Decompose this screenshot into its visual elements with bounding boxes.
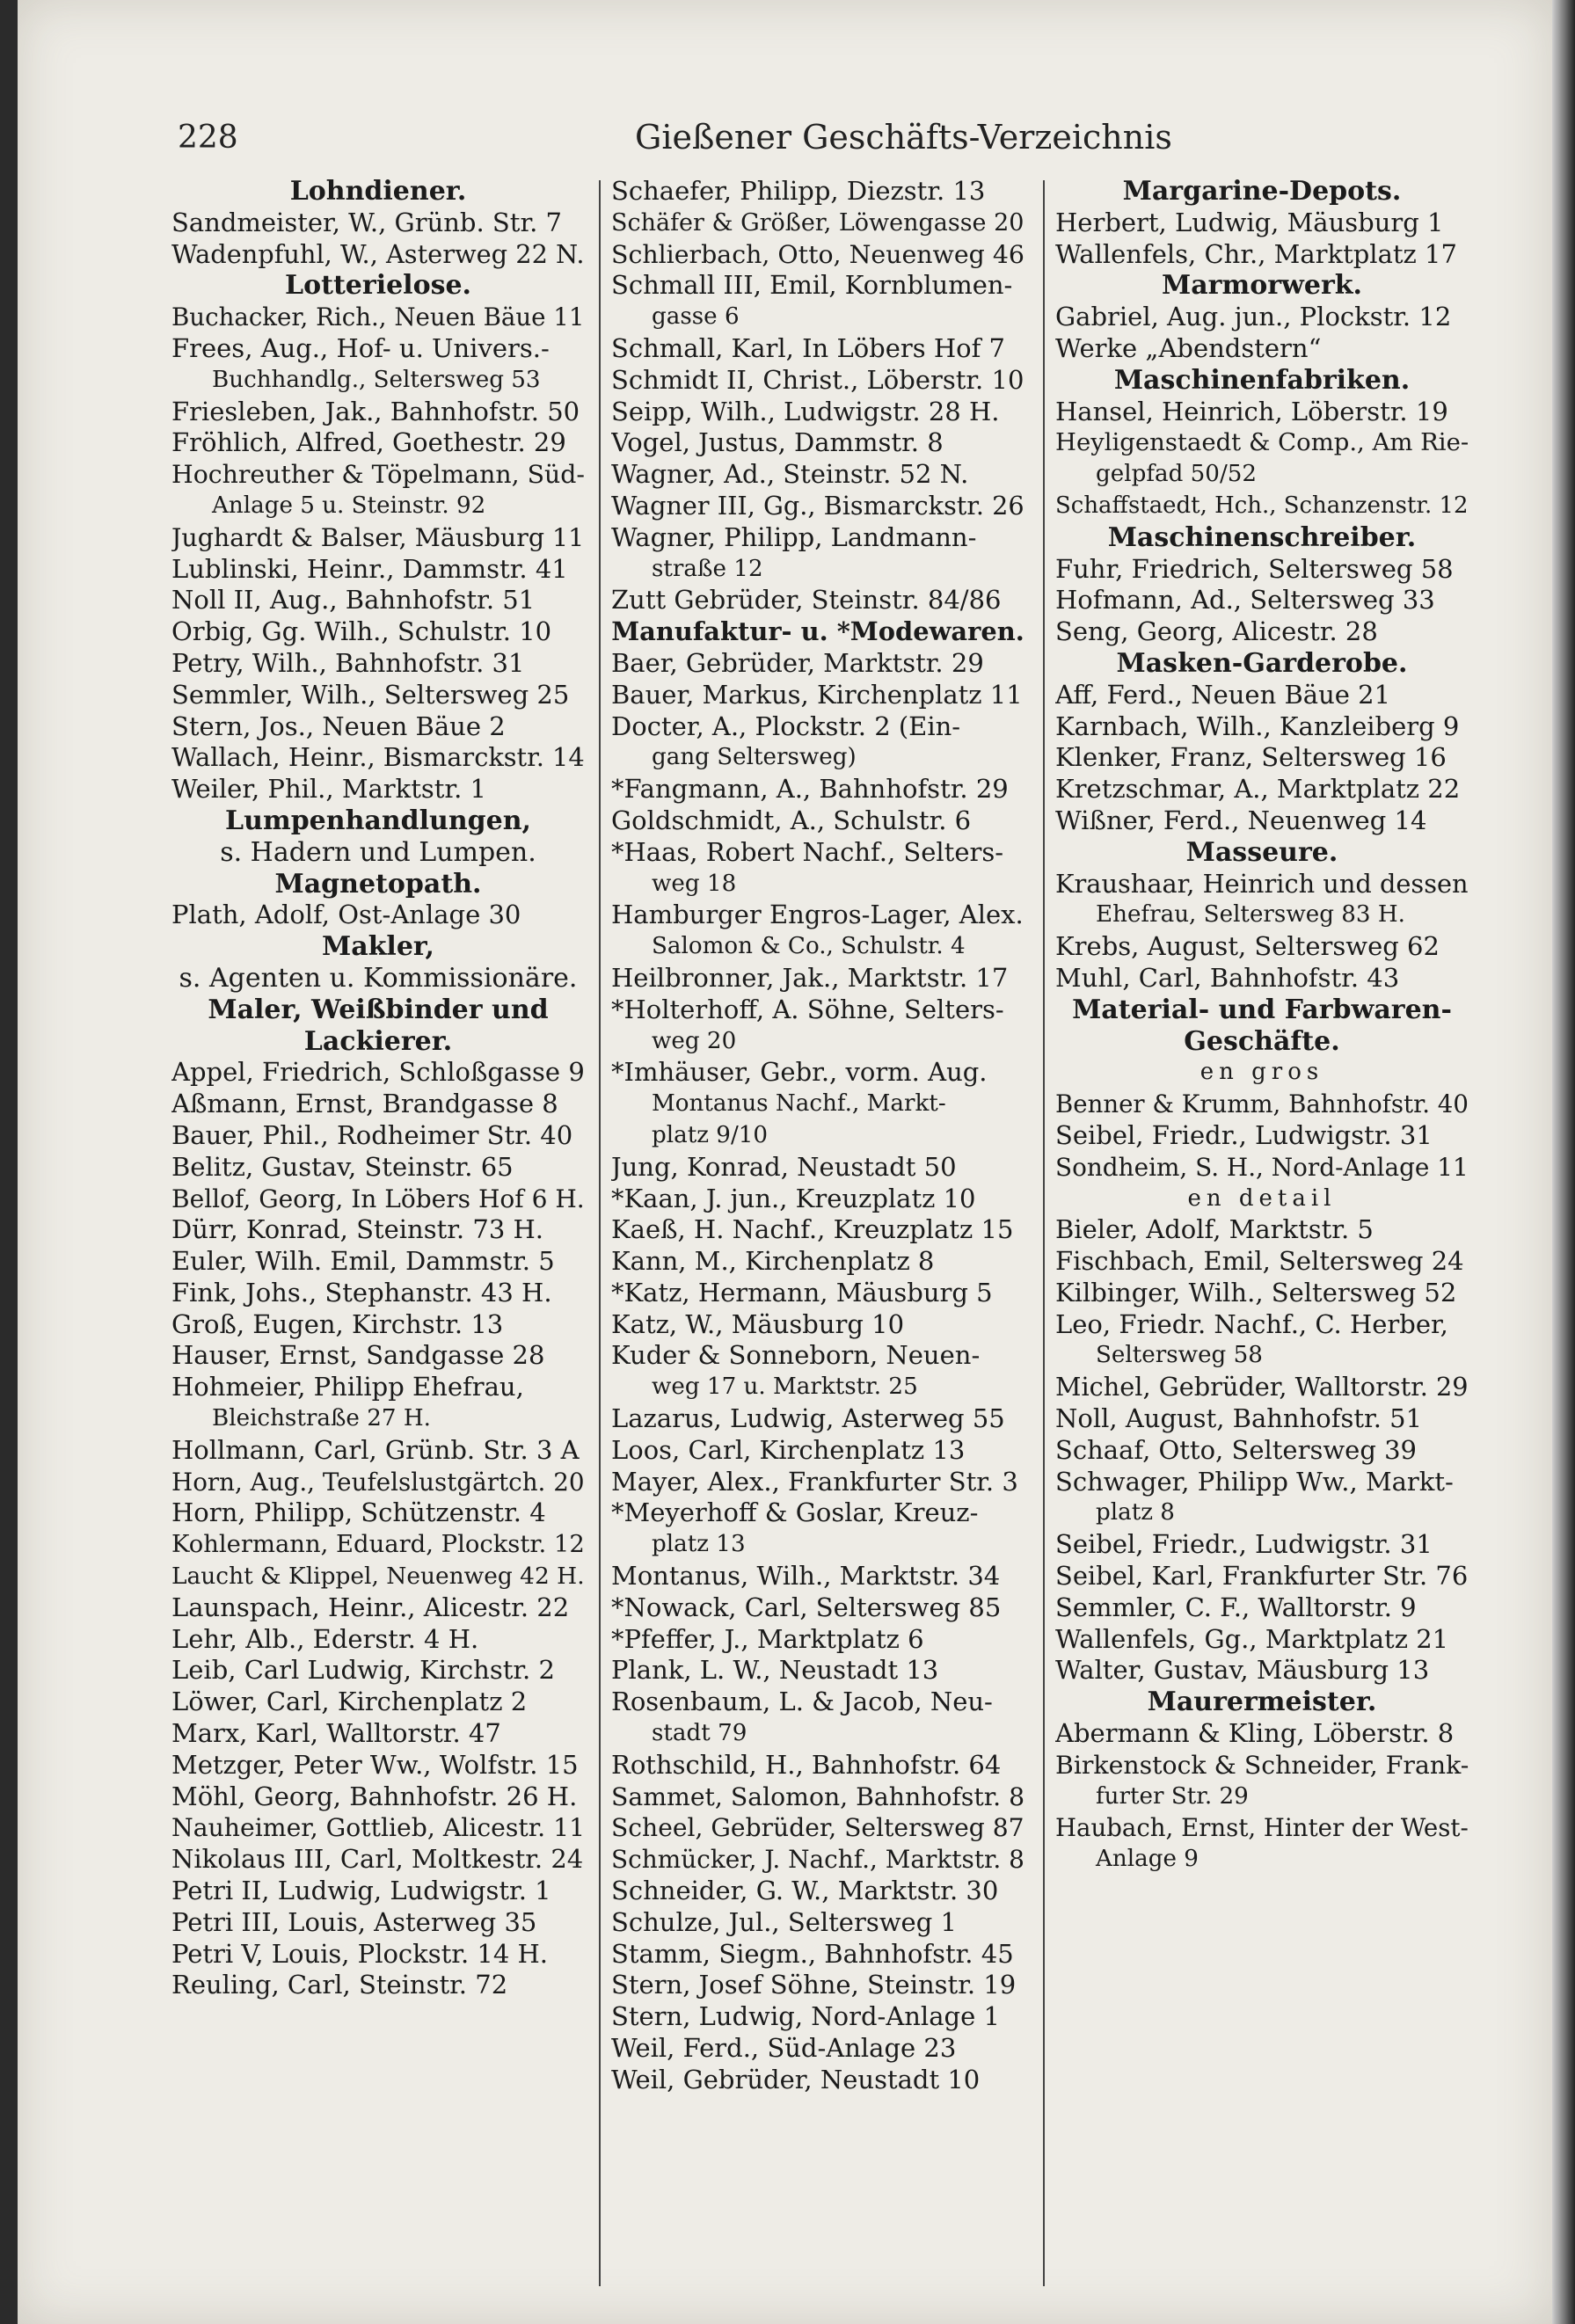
listing-line: Rothschild, H., Bahnhofstr. 64 <box>611 1749 1002 1780</box>
section-heading: Marmorwerk. <box>1162 270 1362 302</box>
listing-line: *Imhäuser, Gebr., vorm. Aug. <box>611 1057 988 1088</box>
cross-reference: s. Agenten u. Kommissionäre. <box>179 962 578 994</box>
listing-line: Schmidt II, Christ., Löberstr. 10 <box>611 364 1024 395</box>
listing-line: Kraushaar, Heinrich und dessen <box>1055 868 1469 899</box>
listing-line: Kaeß, H. Nachf., Kreuzplatz 15 <box>611 1214 1014 1245</box>
listing-line: Muhl, Carl, Bahnhofstr. 43 <box>1055 962 1400 993</box>
listing-line: Stamm, Siegm., Bahnhofstr. 45 <box>611 1938 1014 1969</box>
listing-continuation: platz 13 <box>652 1531 746 1558</box>
listing-continuation: straße 12 <box>652 555 763 582</box>
listing-line: Hauser, Ernst, Sandgasse 28 <box>171 1340 545 1371</box>
section-heading: Lackierer. <box>303 1025 453 1057</box>
listing-line: Schaefer, Philipp, Diezstr. 13 <box>611 176 986 206</box>
listing-line: Schulze, Jul., Seltersweg 1 <box>611 1906 957 1937</box>
listing-continuation: gang Seltersweg) <box>652 744 857 771</box>
listing-line: Sondheim, S. H., Nord-Anlage 11 <box>1055 1152 1469 1182</box>
section-heading: Lotterielose. <box>284 270 472 302</box>
section-heading: Material- und Farbwaren- <box>1072 994 1452 1025</box>
page-number: 228 <box>178 120 238 156</box>
listing-line: Weil, Ferd., Süd-Anlage 23 <box>611 2033 957 2064</box>
listing-line: Mayer, Alex., Frankfurter Str. 3 <box>611 1466 1018 1497</box>
listing-line: Goldschmidt, A., Schulstr. 6 <box>611 805 972 835</box>
listing-line: Fuhr, Friedrich, Seltersweg 58 <box>1055 553 1454 584</box>
listing-continuation: Anlage 9 <box>1096 1846 1199 1873</box>
listing-line: Kuder & Sonneborn, Neuen- <box>611 1340 981 1371</box>
listing-line: Bauer, Markus, Kirchenplatz 11 <box>611 679 1023 710</box>
listing-line: Laucht & Klippel, Neuenweg 42 H. <box>171 1563 585 1591</box>
listing-line: Petri III, Louis, Asterweg 35 <box>171 1906 537 1937</box>
listing-line: Scheel, Gebrüder, Seltersweg 87 <box>611 1813 1024 1843</box>
cross-reference: s. Hadern und Lumpen. <box>220 836 536 868</box>
listing-line: Horn, Aug., Teufelslustgärtch. 20 <box>171 1467 585 1497</box>
listing-line: Jughardt & Balser, Mäusburg 11 <box>171 522 585 552</box>
listing-line: Kann, M., Kirchenplatz 8 <box>611 1246 935 1277</box>
listing-line: Baer, Gebrüder, Marktstr. 29 <box>611 647 984 678</box>
listing-continuation: platz 9/10 <box>652 1121 769 1148</box>
listing-line: Schaffstaedt, Hch., Schanzenstr. 12 <box>1055 492 1469 519</box>
listing-continuation: Buchhandlg., Seltersweg 53 <box>212 366 541 393</box>
listing-line: Lehr, Alb., Ederstr. 4 H. <box>171 1623 479 1654</box>
listing-line: Walter, Gustav, Mäusburg 13 <box>1055 1655 1430 1686</box>
listing-line: Petri II, Ludwig, Ludwigstr. 1 <box>171 1876 551 1906</box>
listing-line: Plank, L. W., Neustadt 13 <box>611 1655 939 1686</box>
listing-line: Fink, Johs., Stephanstr. 43 H. <box>171 1277 552 1308</box>
listing-line: Metzger, Peter Ww., Wolfstr. 15 <box>171 1749 579 1780</box>
listing-line: Petri V, Louis, Plockstr. 14 H. <box>171 1938 549 1969</box>
listing-line: Schmücker, J. Nachf., Marktstr. 8 <box>611 1845 1024 1875</box>
listing-line: Stern, Josef Söhne, Steinstr. 19 <box>611 1970 1017 2000</box>
directory-column-1 <box>171 176 585 2295</box>
listing-line: Wagner, Ad., Steinstr. 52 N. <box>611 459 969 490</box>
section-heading: Lohndiener. <box>289 176 467 207</box>
listing-line: *Haas, Robert Nachf., Selters- <box>611 836 1004 867</box>
listing-line: Horn, Philipp, Schützenstr. 4 <box>171 1497 546 1528</box>
listing-line: Schäfer & Größer, Löwengasse 20 <box>611 208 1024 237</box>
listing-line: Aßmann, Ernst, Brandgasse 8 <box>171 1089 558 1119</box>
listing-line: Noll II, Aug., Bahnhofstr. 51 <box>171 585 536 616</box>
directory-column-2 <box>611 176 1024 2295</box>
listing-line: Schlierbach, Otto, Neuenweg 46 <box>611 239 1024 269</box>
listing-line: Klenker, Franz, Seltersweg 16 <box>1055 742 1447 773</box>
section-heading: Manufaktur- u. *Modewaren. <box>611 616 1024 647</box>
listing-line: Plath, Adolf, Ost-Anlage 30 <box>171 900 521 930</box>
listing-line: Groß, Eugen, Kirchstr. 13 <box>171 1308 504 1339</box>
listing-line: Stern, Jos., Neuen Bäue 2 <box>171 710 506 741</box>
listing-line: Dürr, Konrad, Steinstr. 73 H. <box>171 1214 543 1245</box>
section-heading: Maurermeister. <box>1147 1687 1377 1718</box>
listing-line: Sammet, Salomon, Bahnhofstr. 8 <box>611 1781 1024 1811</box>
listing-line: Möhl, Georg, Bahnhofstr. 26 H. <box>171 1781 578 1811</box>
listing-line: *Pfeffer, J., Marktplatz 6 <box>611 1623 924 1654</box>
listing-line: Krebs, August, Seltersweg 62 <box>1055 931 1440 962</box>
listing-line: Schmall, Karl, In Löbers Hof 7 <box>611 332 1005 363</box>
listing-line: Abermann & Kling, Löberstr. 8 <box>1055 1718 1455 1749</box>
listing-line: Wagner III, Gg., Bismarckstr. 26 <box>611 490 1024 521</box>
listing-line: *Nowack, Carl, Seltersweg 85 <box>611 1592 1002 1622</box>
listing-line: Zutt Gebrüder, Steinstr. 84/86 <box>611 585 1002 616</box>
listing-line: Orbig, Gg. Wilh., Schulstr. 10 <box>171 616 552 647</box>
listing-line: Marx, Karl, Walltorstr. 47 <box>171 1718 501 1749</box>
listing-line: Bellof, Georg, In Löbers Hof 6 H. <box>171 1184 585 1213</box>
section-heading: Geschäfte. <box>1184 1025 1340 1057</box>
section-heading: Masken-Garderobe. <box>1116 647 1408 679</box>
listing-continuation: weg 20 <box>652 1027 737 1054</box>
listing-line: Kretzschmar, A., Marktplatz 22 <box>1055 774 1461 805</box>
listing-line: Buchacker, Rich., Neuen Bäue 11 <box>171 302 585 332</box>
book-binding-edge <box>1552 0 1575 2324</box>
listing-line: Launspach, Heinr., Alicestr. 22 <box>171 1592 570 1622</box>
listing-line: Herbert, Ludwig, Mäusburg 1 <box>1055 207 1444 237</box>
listing-line: *Katz, Hermann, Mäusburg 5 <box>611 1277 993 1308</box>
listing-line: Schmall III, Emil, Kornblumen- <box>611 270 1013 301</box>
listing-line: Leo, Friedr. Nachf., C. Herber, <box>1055 1308 1448 1339</box>
listing-line: Petry, Wilh., Bahnhofstr. 31 <box>171 647 525 678</box>
listing-line: Fischbach, Emil, Seltersweg 24 <box>1055 1246 1464 1277</box>
listing-line: Kohlermann, Eduard, Plockstr. 12 <box>171 1531 585 1559</box>
listing-line: Seibel, Karl, Frankfurter Str. 76 <box>1055 1561 1469 1592</box>
column-divider-1 <box>599 180 601 2286</box>
listing-line: Noll, August, Bahnhofstr. 51 <box>1055 1403 1423 1434</box>
listing-continuation: furter Str. 29 <box>1096 1782 1249 1810</box>
section-heading: Makler, <box>322 931 434 963</box>
section-heading: Maschinenfabriken. <box>1113 364 1411 396</box>
listing-line: Vogel, Justus, Dammstr. 8 <box>611 427 944 458</box>
listing-line: Docter, A., Plockstr. 2 (Ein- <box>611 710 961 741</box>
listing-line: Katz, W., Mäusburg 10 <box>611 1308 905 1339</box>
listing-continuation: weg 17 u. Marktstr. 25 <box>652 1373 918 1401</box>
listing-continuation: gasse 6 <box>652 303 740 331</box>
subsection-label: en gros <box>1199 1059 1324 1086</box>
listing-line: *Kaan, J. jun., Kreuzplatz 10 <box>611 1183 976 1213</box>
listing-line: Nauheimer, Gottlieb, Alicestr. 11 <box>171 1813 585 1843</box>
running-title: Gießener Geschäfts-Verzeichnis <box>635 118 1172 157</box>
listing-line: Weil, Gebrüder, Neustadt 10 <box>611 2064 981 2095</box>
listing-line: Seibel, Friedr., Ludwigstr. 31 <box>1055 1119 1433 1150</box>
listing-line: Wagner, Philipp, Landmann- <box>611 521 977 552</box>
section-heading: Masseure. <box>1185 836 1338 868</box>
listing-line: *Fangmann, A., Bahnhofstr. 29 <box>611 774 1009 805</box>
listing-line: Hochreuther & Töpelmann, Süd- <box>171 460 585 490</box>
listing-line: Wißner, Ferd., Neuenweg 14 <box>1055 805 1427 835</box>
listing-line: Bieler, Adolf, Marktstr. 5 <box>1055 1214 1374 1245</box>
listing-line: Lublinski, Heinr., Dammstr. 41 <box>171 553 568 584</box>
listing-line: Sandmeister, W., Grünb. Str. 7 <box>171 207 563 237</box>
listing-line: Wallenfels, Chr., Marktplatz 17 <box>1055 238 1457 269</box>
listing-line: Seipp, Wilh., Ludwigstr. 28 H. <box>611 396 1000 426</box>
subsection-label: en detail <box>1187 1184 1337 1212</box>
listing-continuation: weg 18 <box>652 870 737 897</box>
listing-continuation: Ehefrau, Seltersweg 83 H. <box>1096 901 1405 929</box>
listing-line: Belitz, Gustav, Steinstr. 65 <box>171 1151 514 1182</box>
listing-line: Michel, Gebrüder, Walltorstr. 29 <box>1055 1372 1469 1402</box>
listing-line: Semmler, C. F., Walltorstr. 9 <box>1055 1592 1417 1622</box>
listing-continuation: gelpfad 50/52 <box>1096 461 1258 488</box>
listing-line: Rosenbaum, L. & Jacob, Neu- <box>611 1687 993 1717</box>
listing-continuation: Anlage 5 u. Steinstr. 92 <box>212 492 486 519</box>
listing-continuation: Seltersweg 58 <box>1096 1342 1263 1369</box>
listing-line: Birkenstock & Schneider, Frank- <box>1055 1750 1469 1780</box>
listing-line: Heilbronner, Jak., Marktstr. 17 <box>611 962 1009 993</box>
listing-line: Hansel, Heinrich, Löberstr. 19 <box>1055 396 1448 426</box>
listing-line: Seibel, Friedr., Ludwigstr. 31 <box>1055 1529 1433 1560</box>
section-heading: Magnetopath. <box>274 868 482 900</box>
listing-line: Hollmann, Carl, Grünb. Str. 3 A <box>171 1434 580 1465</box>
listing-continuation: Bleichstraße 27 H. <box>212 1405 431 1432</box>
listing-line: Schneider, G. W., Marktstr. 30 <box>611 1876 999 1906</box>
section-heading: Maler, Weißbinder und <box>208 994 549 1025</box>
listing-line: Hamburger Engros-Lager, Alex. <box>611 900 1024 930</box>
listing-line: *Holterhoff, A. Söhne, Selters- <box>611 994 1004 1024</box>
listing-line: Leib, Carl Ludwig, Kirchstr. 2 <box>171 1655 555 1686</box>
listing-line: Wallenfels, Gg., Marktplatz 21 <box>1055 1623 1449 1654</box>
listing-line: Löwer, Carl, Kirchenplatz 2 <box>171 1687 528 1717</box>
listing-line: Friesleben, Jak., Bahnhofstr. 50 <box>171 396 580 426</box>
listing-line: Benner & Krumm, Bahnhofstr. 40 <box>1055 1089 1469 1119</box>
directory-column-3 <box>1055 176 1469 2295</box>
column-divider-2 <box>1043 180 1045 2286</box>
listing-line: Aff, Ferd., Neuen Bäue 21 <box>1055 679 1391 710</box>
listing-line: Montanus, Wilh., Marktstr. 34 <box>611 1561 1001 1592</box>
listing-line: Haubach, Ernst, Hinter der West- <box>1055 1813 1469 1843</box>
listing-line: Kilbinger, Wilh., Seltersweg 52 <box>1055 1277 1457 1308</box>
listing-line: Heyligenstaedt & Comp., Am Rie- <box>1055 429 1469 457</box>
listing-line: Wadenpfuhl, W., Asterweg 22 N. <box>171 238 585 269</box>
listing-line: *Meyerhoff & Goslar, Kreuz- <box>611 1497 979 1528</box>
listing-line: Gabriel, Aug. jun., Plockstr. 12 <box>1055 302 1452 332</box>
listing-line: Schaaf, Otto, Seltersweg 39 <box>1055 1434 1418 1465</box>
listing-line: Loos, Carl, Kirchenplatz 13 <box>611 1434 966 1465</box>
listing-line: Jung, Konrad, Neustadt 50 <box>611 1151 957 1182</box>
listing-continuation: platz 8 <box>1096 1499 1175 1526</box>
section-heading: Lumpenhandlungen, <box>225 805 531 836</box>
listing-line: Karnbach, Wilh., Kanzleiberg 9 <box>1055 710 1460 741</box>
listing-line: Semmler, Wilh., Seltersweg 25 <box>171 679 570 710</box>
listing-line: Reuling, Carl, Steinstr. 72 <box>171 1970 508 2000</box>
listing-line: Appel, Friedrich, Schloßgasse 9 <box>171 1057 585 1088</box>
section-heading: Maschinenschreiber. <box>1107 521 1417 553</box>
listing-line: Nikolaus III, Carl, Moltkestr. 24 <box>171 1844 584 1875</box>
listing-line: Weiler, Phil., Marktstr. 1 <box>171 774 486 805</box>
listing-line: Frees, Aug., Hof- u. Univers.- <box>171 332 550 363</box>
listing-line: Fröhlich, Alfred, Goethestr. 29 <box>171 427 566 458</box>
listing-line: Schwager, Philipp Ww., Markt- <box>1055 1466 1454 1497</box>
listing-continuation: Salomon & Co., Schulstr. 4 <box>652 933 966 960</box>
listing-line: Bauer, Phil., Rodheimer Str. 40 <box>171 1119 573 1150</box>
listing-line: Werke „Abendstern“ <box>1055 332 1322 363</box>
listing-line: Lazarus, Ludwig, Asterweg 55 <box>611 1403 1005 1434</box>
section-heading: Margarine-Depots. <box>1122 176 1402 207</box>
listing-line: Wallach, Heinr., Bismarckstr. 14 <box>171 742 585 773</box>
listing-line: Stern, Ludwig, Nord-Anlage 1 <box>611 2001 1000 2032</box>
listing-line: Hofmann, Ad., Seltersweg 33 <box>1055 585 1435 616</box>
listing-line: Euler, Wilh. Emil, Dammstr. 5 <box>171 1246 555 1277</box>
listing-line: Seng, Georg, Alicestr. 28 <box>1055 616 1378 647</box>
listing-continuation: Montanus Nachf., Markt- <box>652 1090 946 1118</box>
listing-line: Hohmeier, Philipp Ehefrau, <box>171 1372 524 1402</box>
listing-continuation: stadt 79 <box>652 1720 747 1747</box>
page-header <box>160 113 1488 165</box>
